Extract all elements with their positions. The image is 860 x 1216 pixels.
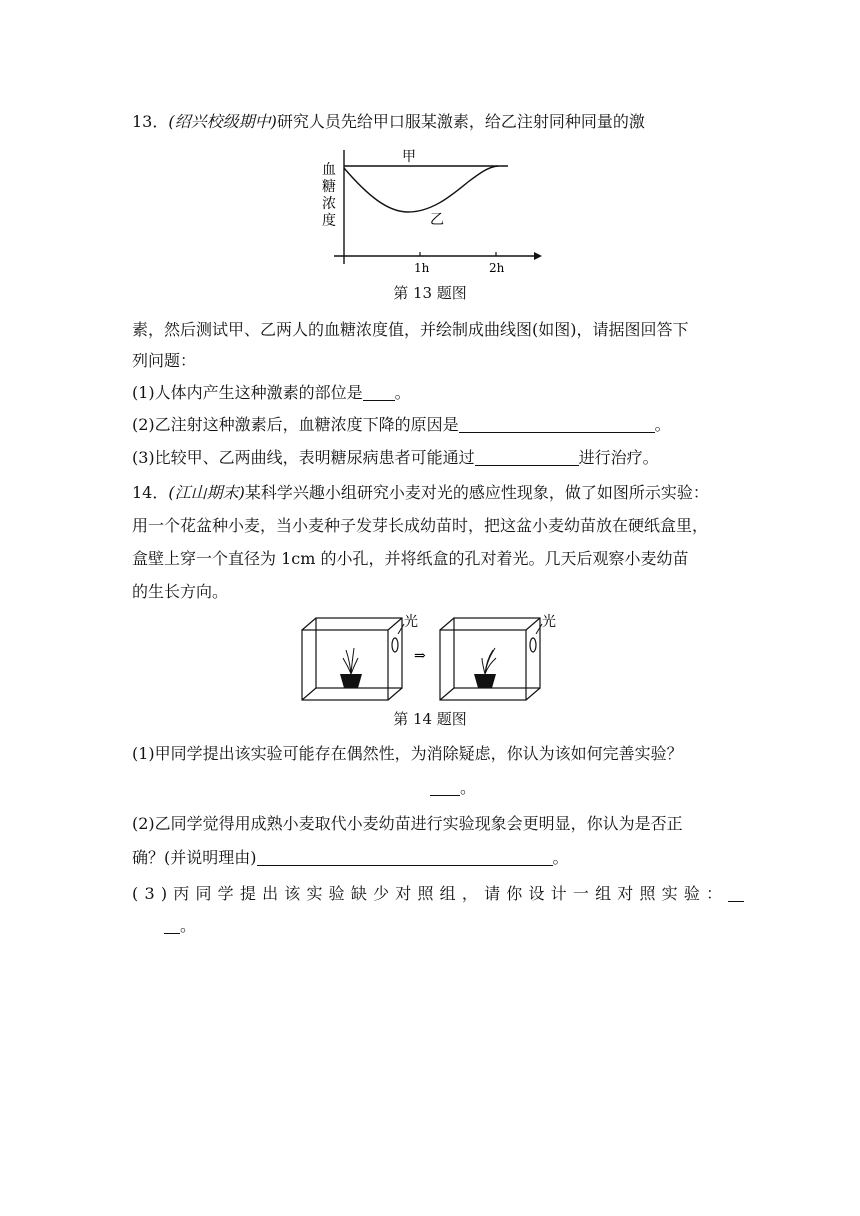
q14-sub2-line1: (2)乙同学觉得用成熟小麦取代小麦幼苗进行实验现象会更明显，你认为是否正 (132, 814, 683, 833)
q14-sub3-answer-blank-b[interactable] (164, 917, 180, 934)
q14-sub3-answer-blank-a[interactable] (728, 885, 744, 902)
q14-light-label-left: 光 (404, 614, 418, 630)
q14-stem-line3: 盒壁上穿一个直径为 1cm 的小孔，并将纸盒的孔对着光。几天后观察小麦幼苗 (132, 549, 689, 568)
q13-sub2-text: (2)乙注射这种激素后，血糖浓度下降的原因是 (132, 415, 459, 434)
q13-sub1 (132, 381, 732, 405)
q13-figure-caption: 第 13 题图 (393, 284, 467, 302)
q14-seedling-box-diagram (296, 612, 566, 706)
q14-sub3-text: (3)丙同学提出该实验缺少对照组，请你设计一组对照实验： (132, 884, 729, 903)
q14-sub1-answer-line (132, 776, 732, 800)
q14-sub1-end: 。 (460, 778, 477, 797)
q13-source: (绍兴校级期中) (168, 112, 277, 131)
q13-blood-sugar-chart (318, 146, 544, 276)
q13-label-jia: 甲 (402, 149, 416, 165)
q13-tick-label-2h: 2h (489, 261, 505, 275)
q14-arrow-icon: ⇒ (414, 648, 426, 664)
q13-sub1-end: 。 (394, 383, 411, 402)
q13-x-axis-arrow (534, 252, 542, 260)
q13-sub1-answer-blank[interactable] (363, 384, 395, 401)
q14-stem-line2: 用一个花盆种小麦，当小麦种子发芽长成幼苗时，把这盆小麦幼苗放在硬纸盒里， (132, 516, 709, 535)
q13-tick-label-1h: 1h (414, 261, 430, 275)
q14-light-label-right: 光 (542, 614, 556, 630)
q13-y-label-1: 血 (322, 162, 336, 178)
q13-stem-line2: 素，然后测试甲、乙两人的血糖浓度值，并绘制成曲线图(如图)，请据图回答下 (132, 320, 689, 339)
q13-sub3-text: (3)比较甲、乙两曲线，表明糖尿病患者可能通过 (132, 448, 475, 467)
q13-label-yi: 乙 (430, 212, 444, 228)
q14-pot-left (340, 648, 362, 688)
q14-sub2-line2 (132, 846, 732, 870)
q14-sub2-end: 。 (552, 848, 569, 867)
q13-sub2-end: 。 (654, 415, 671, 434)
q13-sub2-answer-blank[interactable] (459, 416, 655, 433)
q14-sub1: (1)甲同学提出该实验可能存在偶然性，为消除疑虑，你认为该如何完善实验？ (132, 744, 683, 763)
q13-sub2 (132, 413, 732, 437)
q14-sub3-continuation (132, 914, 732, 938)
q14-stem-text: 某科学兴趣小组研究小麦对光的感应性现象，做了如图所示实验： (244, 483, 709, 502)
q13-number: 13． (132, 112, 169, 131)
q14-number: 14． (132, 483, 169, 502)
q14-pot-right (474, 648, 496, 688)
q14-sub1-answer-blank[interactable] (430, 779, 460, 796)
q13-curve-yi (344, 166, 498, 212)
q14-hole-left (392, 638, 398, 652)
q13-stem-line3: 列问题： (132, 351, 197, 370)
q13-sub3-answer-blank[interactable] (475, 449, 579, 466)
q14-source: (江山期末) (168, 483, 245, 502)
q13-sub3-end: 进行治疗。 (578, 448, 659, 467)
q14-sub2-answer-blank[interactable] (257, 849, 553, 866)
q14-figure-caption: 第 14 题图 (393, 710, 467, 728)
q14-sub2-text: 确？(并说明理由) (132, 848, 257, 867)
q13-sub1-text: (1)人体内产生这种激素的部位是 (132, 383, 363, 402)
q13-y-label-3: 浓 (322, 196, 336, 212)
q13-y-label-4: 度 (322, 213, 336, 229)
q13-sub3 (132, 446, 732, 470)
q13-y-label-2: 糖 (322, 179, 336, 195)
q13-stem-line1 (132, 110, 732, 134)
q14-stem-line4: 的生长方向。 (132, 582, 229, 601)
q13-stem-text: 研究人员先给甲口服某激素，给乙注射同种同量的激 (276, 112, 645, 131)
q14-hole-right (530, 638, 536, 652)
q14-sub3-end: 。 (180, 916, 197, 935)
q14-sub3 (132, 882, 732, 906)
q14-stem-line1 (132, 481, 732, 505)
